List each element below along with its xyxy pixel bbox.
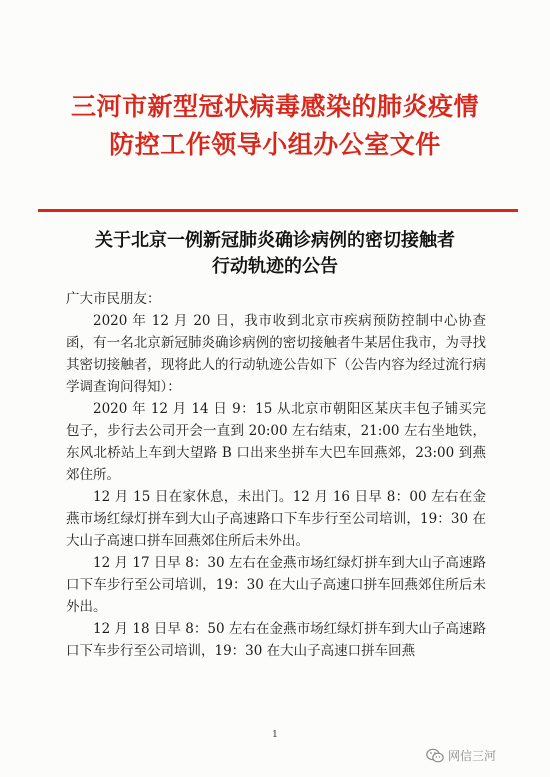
page-number: 1 [272,730,278,740]
watermark [426,747,496,764]
document-header [0,88,550,164]
header-line-2: 防控工作领导小组办公室文件 [109,130,441,159]
title-line-1: 关于北京一例新冠肺炎确诊病例的密切接触者 [95,230,455,251]
document-body [66,288,486,662]
paragraph-1: 2020 年 12 月 20 日，我市收到北京市疾病预防控制中心协查函，有一名北京新冠肺炎确诊病例的密切接触者牛某居住我市，为寻找其密切接触者，现将此人的行动轨迹公告如下（公告内容为经过流行病学调查询问得知）： [66,313,486,395]
paragraph-5: 12 月 18 日早 8：50 左右在金燕市场红绿灯拼车到大山子高速路口下车步行至公司培训，19：30 在大山子高速口拼车回燕 [66,621,486,659]
paragraph-2: 2020 年 12 月 14 日 9：15 从北京市朝阳区某庆丰包子铺买完包子，步行去公司开会一直到 20:00 左右结束，21:00 左右坐地铁，东风北桥站上车到大望路 B 口出来坐拼车大巴车回燕郊，23:00 到燕郊住所。 [66,401,486,483]
document-title [0,228,550,280]
paragraph-4: 12 月 17 日早 8：30 左右在金燕市场红绿灯拼车到大山子高速路口下车步行至公司培训，19：30 在大山子高速口拼车回燕郊住所后未外出。 [66,555,486,615]
watermark-text: 网信三河 [448,749,497,763]
title-line-2: 行动轨迹的公告 [212,256,338,277]
paragraph-3: 12 月 15 日在家休息，未出门。12 月 16 日早 8：00 左右在金燕市场红绿灯拼车到大山子高速路口下车步行至公司培训，19：30 在大山子高速口拼车回燕郊住所后未外出。 [66,489,486,549]
wechat-icon [426,748,444,764]
header-divider [38,209,518,212]
header-line-1: 三河市新型冠状病毒感染的肺炎疫情 [70,92,479,121]
salutation: 广大市民朋友： [66,291,161,307]
